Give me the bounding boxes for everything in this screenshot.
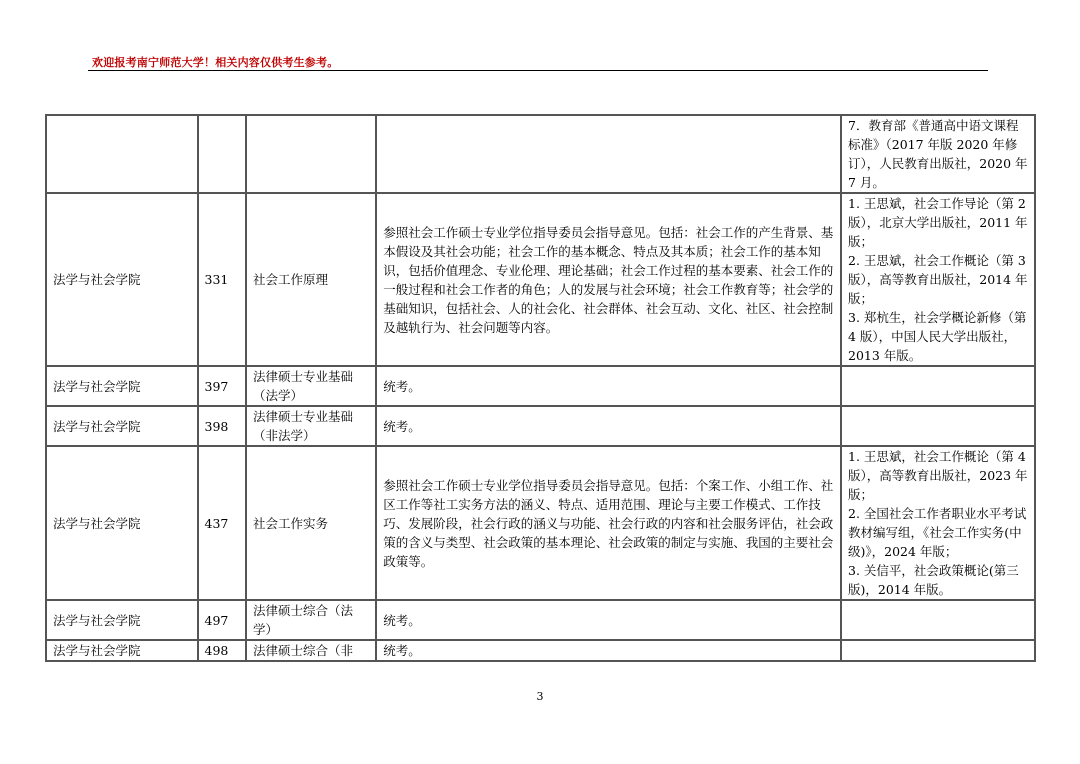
table-row (47, 407, 1034, 445)
exam-content-cell: 统考。 (377, 367, 840, 405)
reference-item: 2. 王思斌，社会工作概论（第 3 版），高等教育出版社，2014 年版； (848, 253, 1028, 306)
subject-name-cell: 社会工作原理 (247, 194, 375, 365)
subject-code-cell: 498 (199, 641, 245, 660)
college-cell: 法学与社会学院 (47, 447, 197, 599)
reference-item: 2. 全国社会工作者职业水平考试教材编写组，《社会工作实务(中级)》，2024 年版； (848, 506, 1027, 559)
exam-content-cell: 参照社会工作硕士专业学位指导委员会指导意见。包括：社会工作的产生背景、基本假设及其社会功能；社会工作的基本概念、特点及其本质；社会工作的基本知识，包括价值理念、专业伦理、理论基础；社会工作过程的基本要素、社会工作的一般过程和社会工作者的角色；人的发展与社会环境；社会工作教育等；社会学的基础知识，包括社会、人的社会化、社会群体、社会互动、文化、社区、社会控制及越轨行为、社会问题等内容。 (377, 194, 840, 365)
subject-name-cell: 法律硕士综合（法学） (247, 601, 375, 639)
college-cell (47, 116, 197, 192)
subject-name-cell: 法律硕士专业基础（法学） (247, 367, 375, 405)
subject-name-cell (247, 116, 375, 192)
table-row (47, 367, 1034, 405)
table-row (47, 641, 1034, 660)
college-cell: 法学与社会学院 (47, 194, 197, 365)
table-row (47, 116, 1034, 192)
subject-name-cell: 社会工作实务 (247, 447, 375, 599)
reference-item: 3. 郑杭生，社会学概论新修（第 4 版），中国人民大学出版社，2013 年版。 (848, 310, 1027, 363)
exam-content-cell: 统考。 (377, 601, 840, 639)
reference-books-cell (842, 601, 1034, 639)
subject-name-cell: 法律硕士专业基础（非法学） (247, 407, 375, 445)
college-cell: 法学与社会学院 (47, 367, 197, 405)
page-header-notice: 欢迎报考南宁师范大学！相关内容仅供考生参考。 (92, 56, 339, 69)
table-row (47, 601, 1034, 639)
reference-books-cell (842, 367, 1034, 405)
subject-name-cell: 法律硕士综合（非 (247, 641, 375, 660)
reference-item: 1. 王思斌，社会工作概论（第 4 版），高等教育出版社，2023 年版； (848, 449, 1028, 502)
syllabus-table (45, 114, 1036, 662)
reference-books-cell (842, 407, 1034, 445)
subject-code-cell: 497 (199, 601, 245, 639)
header-divider (88, 70, 988, 71)
reference-item: 7．教育部《普通高中语文课程标准》（2017 年版 2020 年修订），人民教育出版社，2020 年 7 月。 (848, 118, 1028, 190)
college-cell: 法学与社会学院 (47, 407, 197, 445)
page-number: 3 (536, 690, 544, 703)
reference-books-cell (842, 116, 1034, 192)
exam-content-cell: 参照社会工作硕士专业学位指导委员会指导意见。包括：个案工作、小组工作、社区工作等社工实务方法的涵义、特点、适用范围、理论与主要工作模式、工作技巧、发展阶段，社会行政的涵义与功能、社会行政的内容和社会服务评估，社会政策的含义与类型、社会政策的基本理论、社会政策的制定与实施、我国的主要社会政策等。 (377, 447, 840, 599)
subject-code-cell: 437 (199, 447, 245, 599)
subject-code-cell (199, 116, 245, 192)
reference-item: 3. 关信平，社会政策概论(第三版)，2014 年版。 (848, 563, 1019, 597)
college-cell: 法学与社会学院 (47, 601, 197, 639)
table-row (47, 447, 1034, 599)
college-cell: 法学与社会学院 (47, 641, 197, 660)
subject-code-cell: 398 (199, 407, 245, 445)
exam-content-cell: 统考。 (377, 407, 840, 445)
subject-code-cell: 331 (199, 194, 245, 365)
exam-content-cell: 统考。 (377, 641, 840, 660)
table-row (47, 194, 1034, 365)
subject-code-cell: 397 (199, 367, 245, 405)
exam-content-cell (377, 116, 840, 192)
reference-books-cell (842, 641, 1034, 660)
reference-books-cell (842, 447, 1034, 599)
reference-item: 1. 王思斌，社会工作导论（第 2 版），北京大学出版社，2011 年版； (848, 196, 1028, 249)
reference-books-cell (842, 194, 1034, 365)
